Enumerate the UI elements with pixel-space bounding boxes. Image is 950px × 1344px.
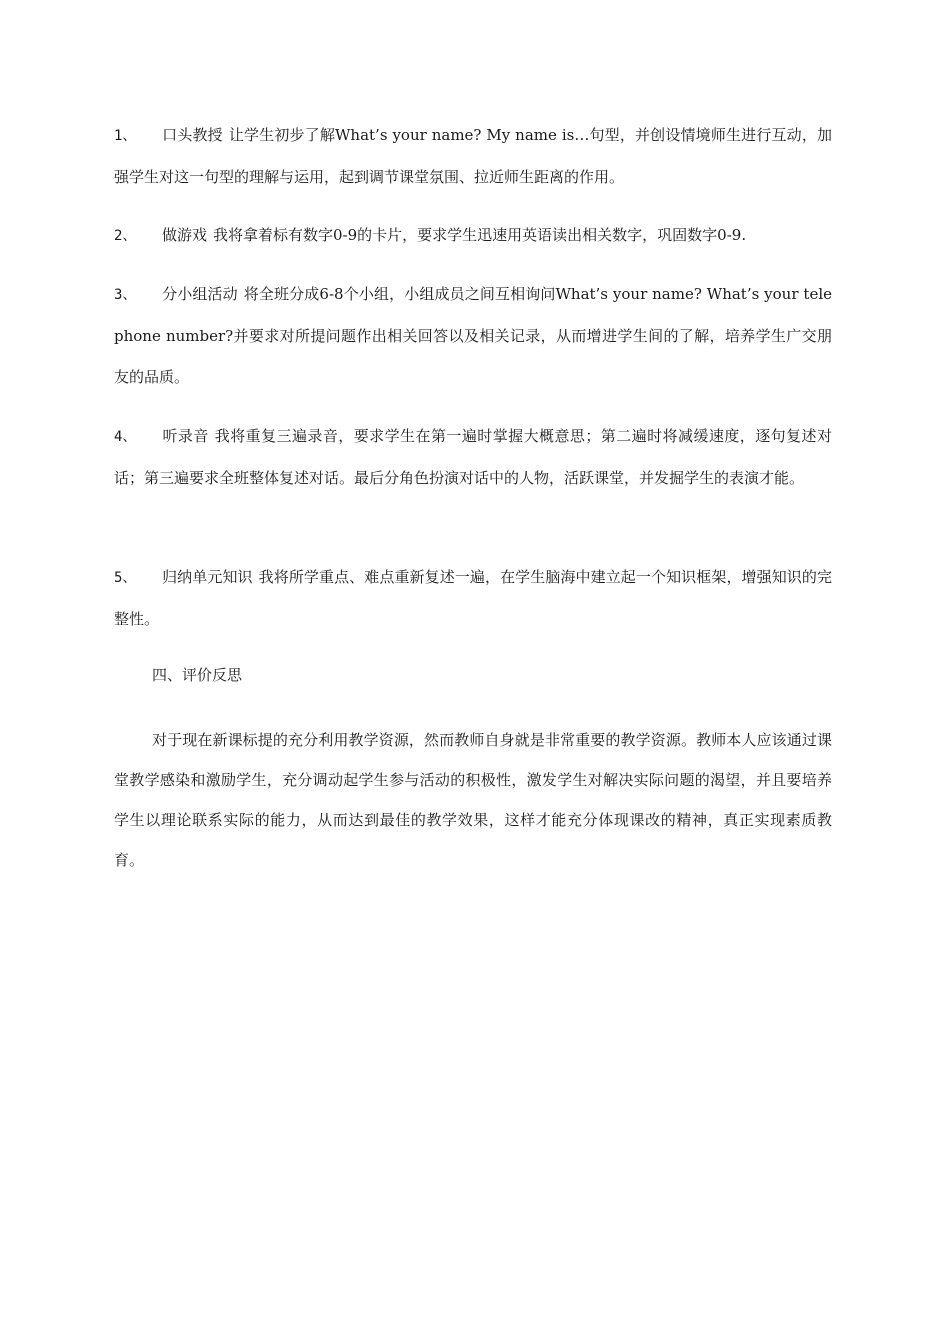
list-item-3 <box>114 274 832 398</box>
section-paragraph: 对于现在新课标提的充分利用教学资源，然而教师自身就是非常重要的教学资源。教师本人应该通过课堂教学感染和激励学生，充分调动起学生参与活动的积极性，激发学生对解决实际问题的渴望，并且要培养学生以理论联系实际的能力，从而达到最佳的教学效果，这样才能充分体现课改的精神，真正实现素质教育。 <box>114 731 832 869</box>
item-title: 分小组活动 <box>162 285 238 303</box>
item-number: 5、 <box>114 570 137 586</box>
item-text: 让学生初步了解What’s your name? My name is…句型，并创设情境师生进行互动，加强学生对这一句型的理解与运用，起到调节课堂氛围、拉近师生距离的作用。 <box>114 126 832 186</box>
item-title: 听录音 <box>162 427 209 445</box>
section-heading: 四、评价反思 <box>152 666 243 684</box>
list-item-5 <box>114 557 832 640</box>
item-number: 3、 <box>114 287 137 303</box>
list-item-4 <box>114 416 832 499</box>
item-number: 2、 <box>114 228 137 244</box>
item-text: 我将重复三遍录音，要求学生在第一遍时掌握大概意思；第二遍时将减缓速度，逐句复述对话；第三遍要求全班整体复述对话。最后分角色扮演对话中的人物，活跃课堂，并发掘学生的表演才能。 <box>114 427 832 487</box>
item-number: 4、 <box>114 429 137 445</box>
item-title: 归纳单元知识 <box>162 568 253 586</box>
list-item-1 <box>114 115 832 198</box>
item-title: 做游戏 <box>162 226 208 244</box>
item-title: 口头教授 <box>162 126 223 144</box>
item-text: 我将拿着标有数字0-9的卡片，要求学生迅速用英语读出相关数字，巩固数字0-9. <box>213 226 747 244</box>
item-text: 我将所学重点、难点重新复述一遍，在学生脑海中建立起一个知识框架，增强知识的完整性。 <box>114 568 832 628</box>
item-text: 将全班分成6-8个小组，小组成员之间互相询问What’s your name? What’s your telephone number?并要求对所提问题作出相关回答以及相关记录，从而增进学生间的了解，培养学生广交朋友的品质。 <box>114 285 832 386</box>
item-number: 1、 <box>114 128 137 144</box>
list-item-2 <box>114 215 832 257</box>
